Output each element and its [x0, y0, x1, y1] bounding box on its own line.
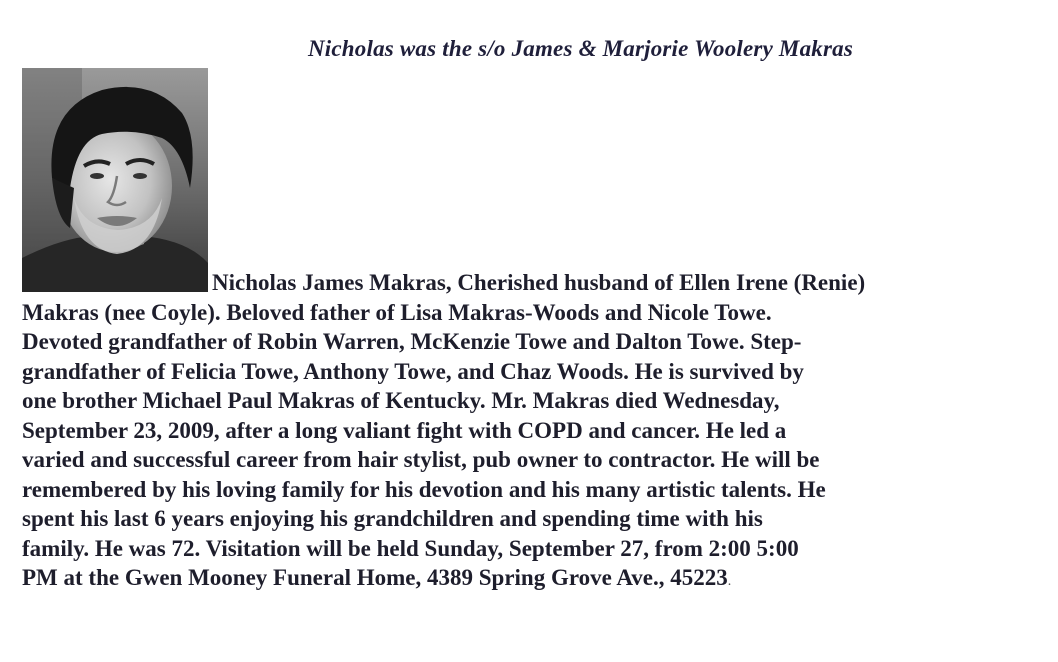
obituary-line: September 23, 2009, after a long valiant fight with COPD and cancer. He led a [22, 417, 787, 443]
obituary-line: Makras (nee Coyle). Beloved father of Lisa Makras-Woods and Nicole Towe. [22, 299, 772, 325]
obituary-line: Nicholas James Makras, Cherished husband of Ellen Irene (Renie) [212, 270, 866, 295]
obituary-line: spent his last 6 years enjoying his grandchildren and spending time with his [22, 506, 763, 531]
obituary-line: Devoted grandfather of Robin Warren, McKenzie Towe and Dalton Towe. Step- [22, 329, 802, 354]
obituary-line-text: PM at the Gwen Mooney Funeral Home, 4389 Spring Grove Ave., 45223 [22, 565, 728, 590]
obituary-text [22, 268, 1046, 597]
obituary-line: varied and successful career from hair stylist, pub owner to contractor. He will be [22, 447, 820, 472]
obituary-line: family. He was 72. Visitation will be held Sunday, September 27, from 2:00 5:00 [22, 535, 799, 561]
end-period: . [727, 574, 732, 589]
obituary-line: remembered by his loving family for his devotion and his many artistic talents. He [22, 476, 826, 502]
page-title: Nicholas was the s/o James & Marjorie Woolery Makras [308, 36, 853, 61]
portrait-photo [22, 68, 208, 292]
obituary-line-last [22, 563, 1046, 597]
obituary-line: one brother Michael Paul Makras of Kentucky. Mr. Makras died Wednesday, [22, 388, 780, 413]
obituary-line: grandfather of Felicia Towe, Anthony Towe, and Chaz Woods. He is survived by [22, 358, 804, 384]
